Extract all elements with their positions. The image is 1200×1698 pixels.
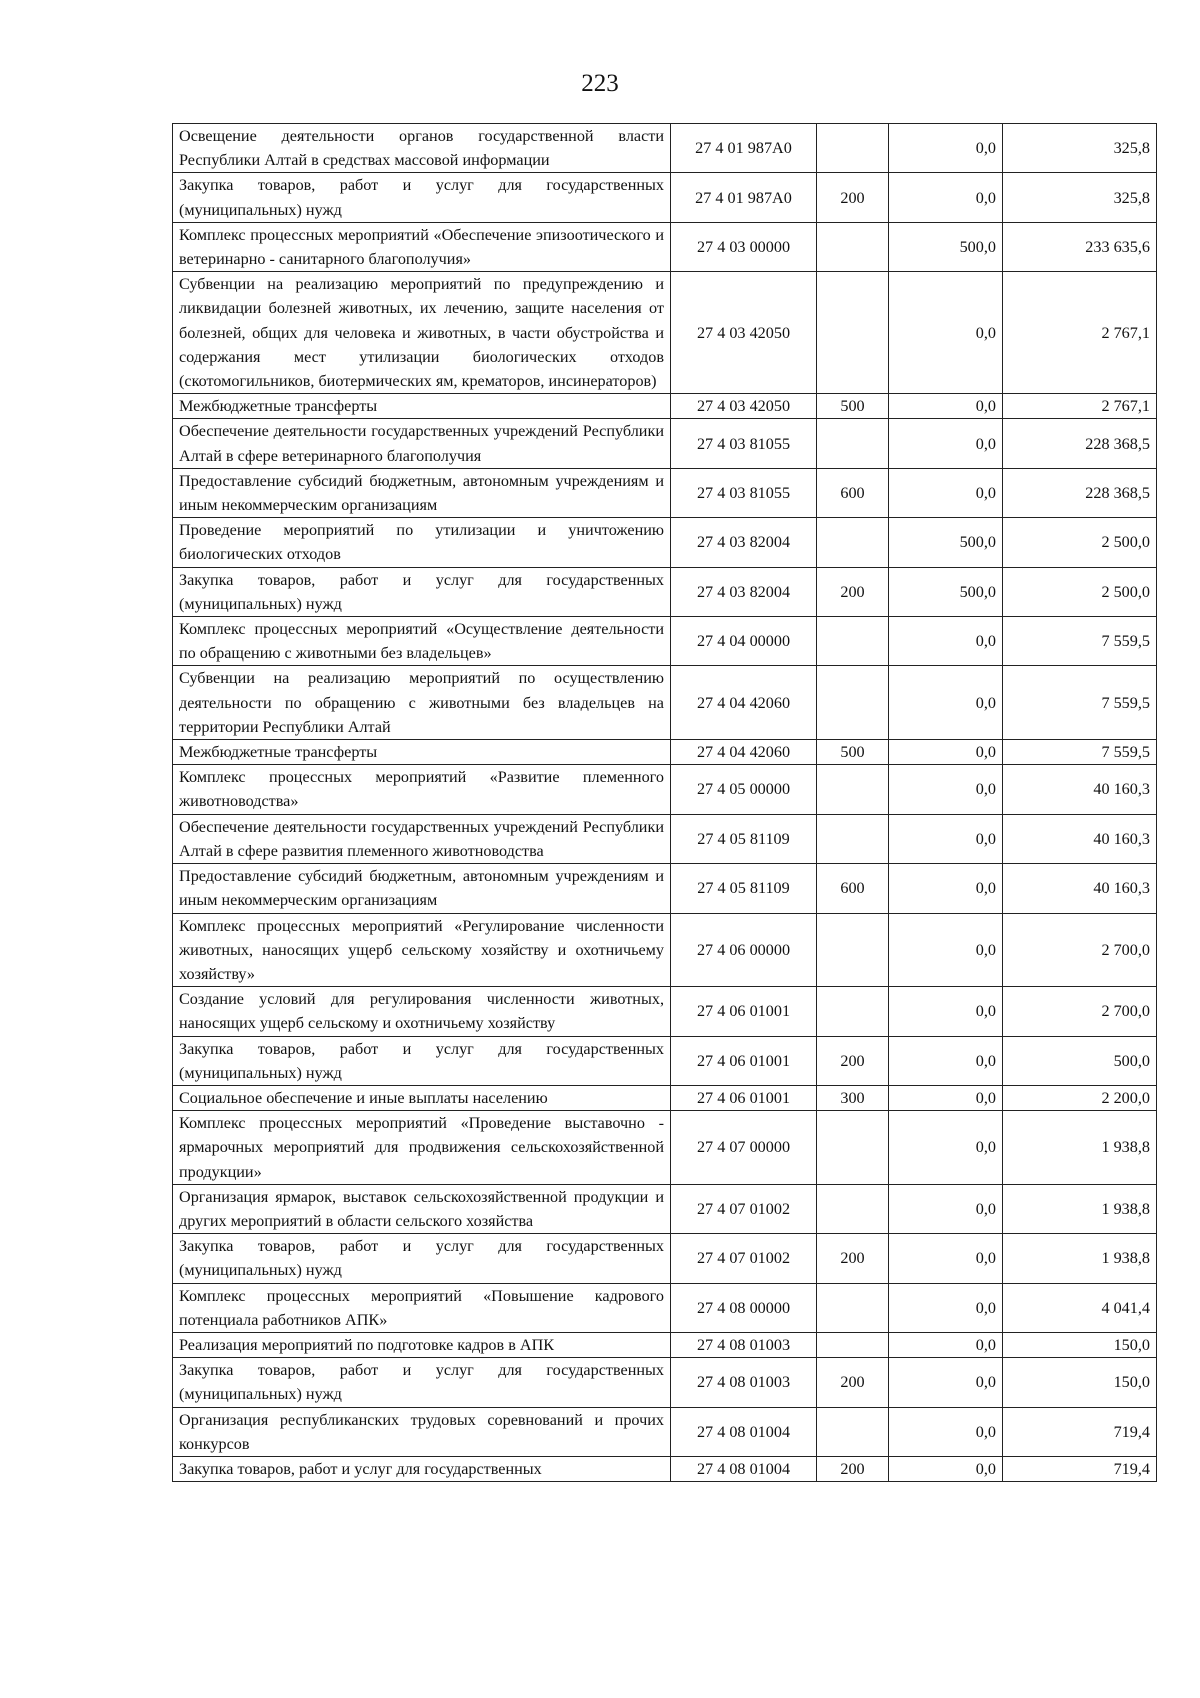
- expense-type-cell: [817, 272, 889, 394]
- expense-type-cell: [817, 419, 889, 468]
- amount-total-cell: 40 160,3: [1003, 864, 1157, 913]
- amount-federal-cell: 0,0: [889, 419, 1003, 468]
- table-row: [173, 394, 1157, 419]
- amount-total-cell: 2 500,0: [1003, 518, 1157, 567]
- expense-type-cell: [817, 913, 889, 987]
- amount-total-cell: 40 160,3: [1003, 765, 1157, 814]
- expense-type-cell: 200: [817, 1036, 889, 1085]
- amount-total-cell: 2 200,0: [1003, 1085, 1157, 1110]
- target-code-cell: 27 4 05 81109: [671, 864, 817, 913]
- amount-federal-cell: 0,0: [889, 1085, 1003, 1110]
- table-row: [173, 913, 1157, 987]
- amount-total-cell: 1 938,8: [1003, 1234, 1157, 1283]
- table-row: [173, 1184, 1157, 1233]
- expense-name-cell: Закупка товаров, работ и услуг для государственных: [173, 1456, 671, 1481]
- expense-name-cell: Межбюджетные трансферты: [173, 394, 671, 419]
- table-row: [173, 740, 1157, 765]
- expense-name-cell: Обеспечение деятельности государственных учреждений Республики Алтай в сфере развития племенного животноводства: [173, 814, 671, 863]
- amount-federal-cell: 0,0: [889, 1456, 1003, 1481]
- target-code-cell: 27 4 03 82004: [671, 567, 817, 616]
- expense-type-cell: [817, 765, 889, 814]
- expense-type-cell: 200: [817, 173, 889, 222]
- expense-type-cell: [817, 124, 889, 173]
- amount-total-cell: 2 767,1: [1003, 394, 1157, 419]
- target-code-cell: 27 4 08 01003: [671, 1358, 817, 1407]
- expense-type-cell: [817, 222, 889, 271]
- amount-federal-cell: 0,0: [889, 1184, 1003, 1233]
- expense-name-cell: Социальное обеспечение и иные выплаты населению: [173, 1085, 671, 1110]
- amount-federal-cell: 0,0: [889, 814, 1003, 863]
- target-code-cell: 27 4 04 42060: [671, 666, 817, 740]
- table-row: [173, 173, 1157, 222]
- amount-federal-cell: 0,0: [889, 913, 1003, 987]
- amount-total-cell: 233 635,6: [1003, 222, 1157, 271]
- amount-total-cell: 2 700,0: [1003, 987, 1157, 1036]
- expense-name-cell: Комплекс процессных мероприятий «Регулирование численности животных, наносящих ущерб сельскому хозяйству и охотничьему хозяйству»: [173, 913, 671, 987]
- expense-type-cell: [817, 666, 889, 740]
- expense-type-cell: [817, 617, 889, 666]
- expense-name-cell: Предоставление субсидий бюджетным, автономным учреждениям и иным некоммерческим организациям: [173, 468, 671, 517]
- amount-federal-cell: 500,0: [889, 222, 1003, 271]
- amount-federal-cell: 0,0: [889, 1234, 1003, 1283]
- expense-type-cell: 600: [817, 468, 889, 517]
- expense-name-cell: Организация ярмарок, выставок сельскохозяйственной продукции и других мероприятий в области сельского хозяйства: [173, 1184, 671, 1233]
- expense-name-cell: Организация республиканских трудовых соревнований и прочих конкурсов: [173, 1407, 671, 1456]
- target-code-cell: 27 4 03 00000: [671, 222, 817, 271]
- target-code-cell: 27 4 03 42050: [671, 272, 817, 394]
- expense-name-cell: Обеспечение деятельности государственных учреждений Республики Алтай в сфере ветеринарного благополучия: [173, 419, 671, 468]
- target-code-cell: 27 4 05 81109: [671, 814, 817, 863]
- amount-federal-cell: 0,0: [889, 468, 1003, 517]
- target-code-cell: 27 4 03 81055: [671, 468, 817, 517]
- expense-name-cell: Проведение мероприятий по утилизации и уничтожению биологических отходов: [173, 518, 671, 567]
- amount-federal-cell: 0,0: [889, 124, 1003, 173]
- amount-total-cell: 7 559,5: [1003, 666, 1157, 740]
- amount-total-cell: 1 938,8: [1003, 1111, 1157, 1185]
- expense-name-cell: Субвенции на реализацию мероприятий по осуществлению деятельности по обращению с животными без владельцев на территории Республики Алтай: [173, 666, 671, 740]
- amount-federal-cell: 500,0: [889, 518, 1003, 567]
- page-number: 223: [581, 70, 619, 97]
- table-row: [173, 1085, 1157, 1110]
- target-code-cell: 27 4 07 01002: [671, 1234, 817, 1283]
- expense-name-cell: Предоставление субсидий бюджетным, автономным учреждениям и иным некоммерческим организациям: [173, 864, 671, 913]
- amount-federal-cell: 0,0: [889, 1283, 1003, 1332]
- target-code-cell: 27 4 08 01004: [671, 1456, 817, 1481]
- target-code-cell: 27 4 06 01001: [671, 1085, 817, 1110]
- amount-total-cell: 719,4: [1003, 1407, 1157, 1456]
- amount-total-cell: 4 041,4: [1003, 1283, 1157, 1332]
- expense-name-cell: Комплекс процессных мероприятий «Осуществление деятельности по обращению с животными без владельцев»: [173, 617, 671, 666]
- target-code-cell: 27 4 07 00000: [671, 1111, 817, 1185]
- target-code-cell: 27 4 01 987А0: [671, 173, 817, 222]
- target-code-cell: 27 4 07 01002: [671, 1184, 817, 1233]
- amount-federal-cell: 0,0: [889, 864, 1003, 913]
- amount-total-cell: 150,0: [1003, 1358, 1157, 1407]
- amount-total-cell: 228 368,5: [1003, 419, 1157, 468]
- expense-name-cell: Комплекс процессных мероприятий «Обеспечение эпизоотического и ветеринарно - санитарного благополучия»: [173, 222, 671, 271]
- amount-total-cell: 7 559,5: [1003, 617, 1157, 666]
- target-code-cell: 27 4 08 01004: [671, 1407, 817, 1456]
- expense-name-cell: Освещение деятельности органов государственной власти Республики Алтай в средствах массовой информации: [173, 124, 671, 173]
- expense-type-cell: [817, 814, 889, 863]
- amount-total-cell: 325,8: [1003, 173, 1157, 222]
- expense-name-cell: Субвенции на реализацию мероприятий по предупреждению и ликвидации болезней животных, их лечению, защите населения от болезней, общих для человека и животных, в части обустройства и содержания мест утилизации биологических отходов (скотомогильников, биотермических ям, крематоров, инсинераторов): [173, 272, 671, 394]
- amount-total-cell: 2 500,0: [1003, 567, 1157, 616]
- table-row: [173, 1036, 1157, 1085]
- expense-name-cell: Реализация мероприятий по подготовке кадров в АПК: [173, 1332, 671, 1357]
- expense-type-cell: [817, 987, 889, 1036]
- target-code-cell: 27 4 03 42050: [671, 394, 817, 419]
- expense-name-cell: Комплекс процессных мероприятий «Развитие племенного животноводства»: [173, 765, 671, 814]
- amount-total-cell: 7 559,5: [1003, 740, 1157, 765]
- target-code-cell: 27 4 04 42060: [671, 740, 817, 765]
- amount-federal-cell: 0,0: [889, 394, 1003, 419]
- table-row: [173, 1234, 1157, 1283]
- table-row: [173, 864, 1157, 913]
- table-row: [173, 1111, 1157, 1185]
- amount-total-cell: 325,8: [1003, 124, 1157, 173]
- expense-type-cell: 300: [817, 1085, 889, 1110]
- expense-type-cell: [817, 1407, 889, 1456]
- expense-name-cell: Создание условий для регулирования численности животных, наносящих ущерб сельскому и охотничьему хозяйству: [173, 987, 671, 1036]
- amount-federal-cell: 0,0: [889, 617, 1003, 666]
- amount-federal-cell: 0,0: [889, 765, 1003, 814]
- table-row: [173, 987, 1157, 1036]
- table-row: [173, 1456, 1157, 1481]
- expense-name-cell: Закупка товаров, работ и услуг для государственных (муниципальных) нужд: [173, 567, 671, 616]
- table-row: [173, 765, 1157, 814]
- table-row: [173, 1283, 1157, 1332]
- expense-type-cell: 200: [817, 1234, 889, 1283]
- table-row: [173, 1407, 1157, 1456]
- target-code-cell: 27 4 03 82004: [671, 518, 817, 567]
- expense-name-cell: Закупка товаров, работ и услуг для государственных (муниципальных) нужд: [173, 173, 671, 222]
- amount-federal-cell: 0,0: [889, 1111, 1003, 1185]
- target-code-cell: 27 4 08 01003: [671, 1332, 817, 1357]
- expense-name-cell: Закупка товаров, работ и услуг для государственных (муниципальных) нужд: [173, 1234, 671, 1283]
- expense-type-cell: 600: [817, 864, 889, 913]
- amount-total-cell: 500,0: [1003, 1036, 1157, 1085]
- amount-federal-cell: 0,0: [889, 1332, 1003, 1357]
- table-row: [173, 814, 1157, 863]
- table-row: [173, 518, 1157, 567]
- expense-type-cell: 200: [817, 1358, 889, 1407]
- table-row: [173, 1332, 1157, 1357]
- amount-federal-cell: 500,0: [889, 567, 1003, 616]
- amount-federal-cell: 0,0: [889, 666, 1003, 740]
- target-code-cell: 27 4 06 01001: [671, 987, 817, 1036]
- amount-total-cell: 2 767,1: [1003, 272, 1157, 394]
- amount-federal-cell: 0,0: [889, 272, 1003, 394]
- target-code-cell: 27 4 05 00000: [671, 765, 817, 814]
- target-code-cell: 27 4 01 987А0: [671, 124, 817, 173]
- expense-type-cell: [817, 1184, 889, 1233]
- target-code-cell: 27 4 04 00000: [671, 617, 817, 666]
- amount-total-cell: 150,0: [1003, 1332, 1157, 1357]
- target-code-cell: 27 4 08 00000: [671, 1283, 817, 1332]
- target-code-cell: 27 4 06 01001: [671, 1036, 817, 1085]
- table-row: [173, 567, 1157, 616]
- table-row: [173, 419, 1157, 468]
- amount-total-cell: 228 368,5: [1003, 468, 1157, 517]
- budget-table: [172, 123, 1157, 1482]
- amount-federal-cell: 0,0: [889, 1036, 1003, 1085]
- amount-federal-cell: 0,0: [889, 987, 1003, 1036]
- expense-type-cell: 500: [817, 394, 889, 419]
- amount-federal-cell: 0,0: [889, 740, 1003, 765]
- table-row: [173, 124, 1157, 173]
- table-row: [173, 1358, 1157, 1407]
- expense-name-cell: Комплекс процессных мероприятий «Проведение выставочно - ярмарочных мероприятий для продвижения сельскохозяйственной продукции»: [173, 1111, 671, 1185]
- expense-type-cell: 500: [817, 740, 889, 765]
- target-code-cell: 27 4 06 00000: [671, 913, 817, 987]
- amount-federal-cell: 0,0: [889, 1358, 1003, 1407]
- expense-name-cell: Закупка товаров, работ и услуг для государственных (муниципальных) нужд: [173, 1358, 671, 1407]
- expense-type-cell: 200: [817, 567, 889, 616]
- expense-type-cell: [817, 1283, 889, 1332]
- target-code-cell: 27 4 03 81055: [671, 419, 817, 468]
- table-row: [173, 272, 1157, 394]
- amount-total-cell: 2 700,0: [1003, 913, 1157, 987]
- amount-total-cell: 719,4: [1003, 1456, 1157, 1481]
- budget-table-body: [173, 124, 1157, 1482]
- table-row: [173, 468, 1157, 517]
- expense-type-cell: [817, 1332, 889, 1357]
- expense-name-cell: Межбюджетные трансферты: [173, 740, 671, 765]
- amount-total-cell: 1 938,8: [1003, 1184, 1157, 1233]
- table-row: [173, 222, 1157, 271]
- amount-total-cell: 40 160,3: [1003, 814, 1157, 863]
- expense-type-cell: [817, 1111, 889, 1185]
- expense-type-cell: [817, 518, 889, 567]
- expense-name-cell: Комплекс процессных мероприятий «Повышение кадрового потенциала работников АПК»: [173, 1283, 671, 1332]
- expense-name-cell: Закупка товаров, работ и услуг для государственных (муниципальных) нужд: [173, 1036, 671, 1085]
- amount-federal-cell: 0,0: [889, 1407, 1003, 1456]
- table-row: [173, 617, 1157, 666]
- table-row: [173, 666, 1157, 740]
- amount-federal-cell: 0,0: [889, 173, 1003, 222]
- expense-type-cell: 200: [817, 1456, 889, 1481]
